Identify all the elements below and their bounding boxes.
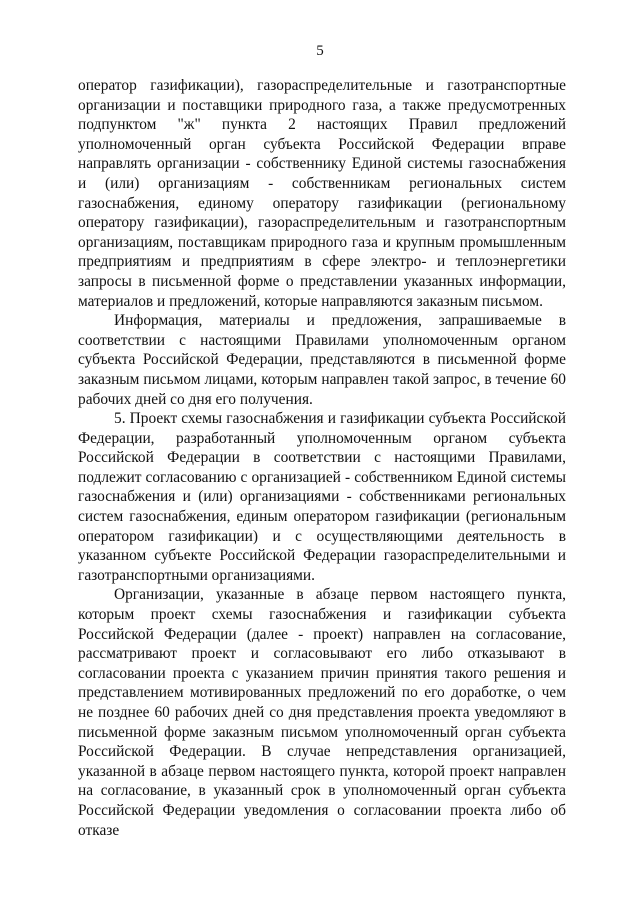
paragraph-information: Информация, материалы и предложения, запрашиваемые в соответствии с настоящими Правилами уполномоченным органом субъекта Российской Федерации, представляются в письменной форме заказным письмом лицами, которым направлен такой запрос, в течение 60 рабочих дней со дня его получения. bbox=[78, 312, 566, 408]
paragraph-continuation: оператор газификации), газораспределительные и газотранспортные организации и поставщики природного газа, а также предусмотренных подпунктом "ж" пункта 2 настоящих Правил предложений уполномоченный орган субъекта Российской Федерации вправе направлять организации - собственнику Единой системы газоснабжения и (или) организациям - собственникам региональных систем газоснабжения, единому оператору газификации (региональному оператору газификации), газораспределительным и газотранспортным организациям, поставщикам природного газа и крупным промышленным предприятиям и предприятиям в сфере электро- и теплоэнергетики запросы в письменной форме о представлении указанных информации, материалов и предложений, которые направляются заказным письмом. bbox=[78, 77, 566, 310]
page-number: 5 bbox=[316, 43, 324, 59]
paragraph-item-5: 5. Проект схемы газоснабжения и газификации субъекта Российской Федерации, разработанный уполномоченным органом субъекта Российской Федерации в соответствии с настоящими Правилами, подлежит согласованию с организацией - собственником Единой системы газоснабжения и (или) организациями - собственниками региональных систем газоснабжения, единым оператором газификации (региональным оператором газификации) и с осуществляющими деятельность в указанном субъекте Российской Федерации газораспределительными и газотранспортными организациями. bbox=[78, 410, 566, 584]
paragraph-organizations: Организации, указанные в абзаце первом настоящего пункта, которым проект схемы газоснабжения и газификации субъекта Российской Федерации (далее - проект) направлен на согласование, рассматривают проект и согласовывают его либо отказывают в согласовании проекта с указанием причин принятия такого решения и представлением мотивированных предложений по его доработке, о чем не позднее 60 рабочих дней со дня представления проекта уведомляют в письменной форме заказным письмом уполномоченный орган субъекта Российской Федерации. В случае непредставления организацией, указанной в абзаце первом настоящего пункта, которой проект направлен на согласование, в указанный срок в уполномоченный орган субъекта Российской Федерации уведомления о согласовании проекта либо об отказе bbox=[78, 586, 566, 839]
document-body bbox=[78, 76, 566, 840]
